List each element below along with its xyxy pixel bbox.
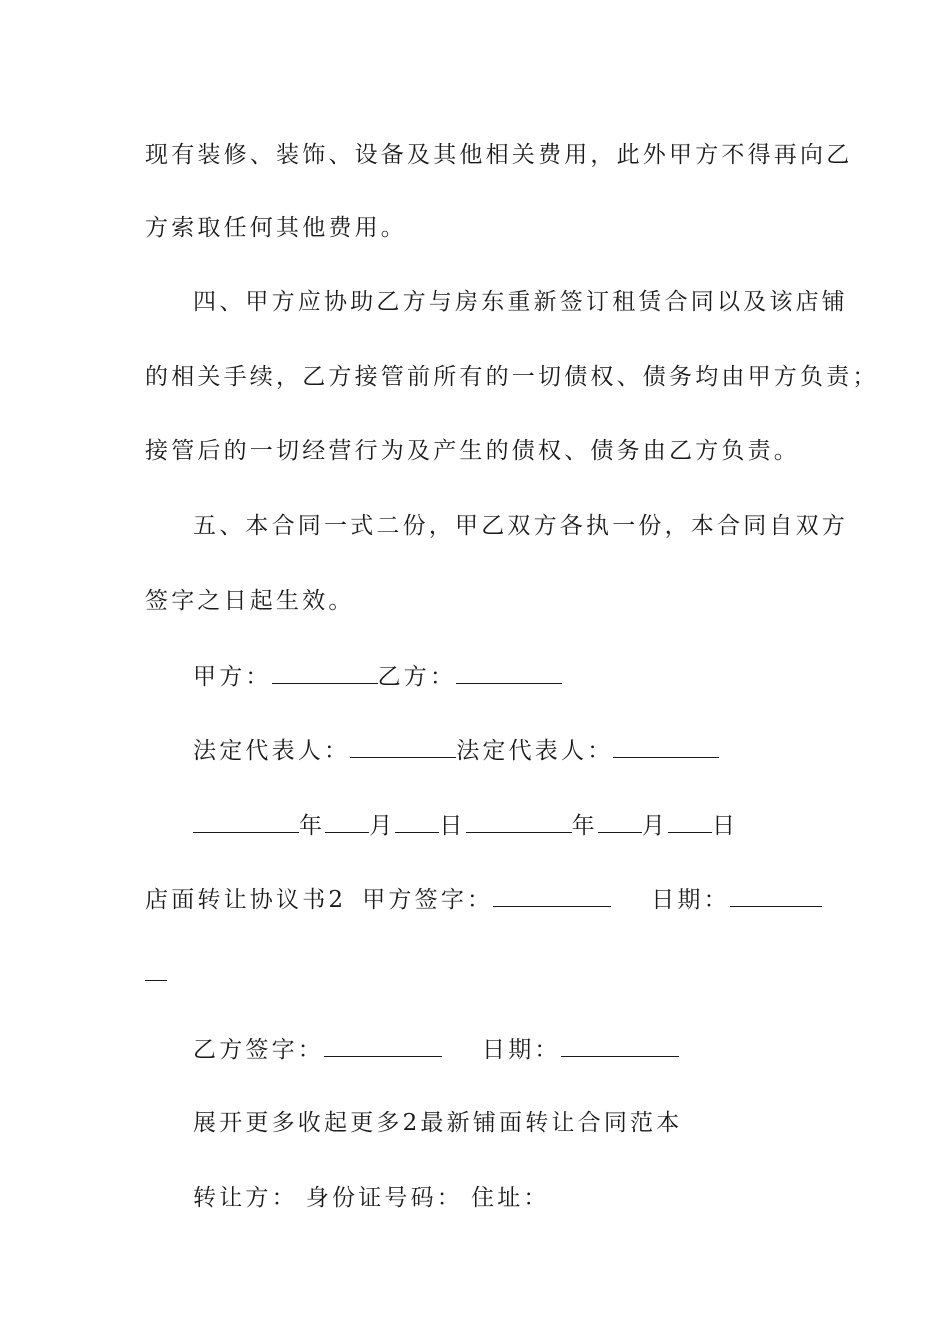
paragraph-line: 现有装修、装饰、设备及其他相关费用，此外甲方不得再向乙: [145, 142, 853, 168]
legal-rep-row: [193, 735, 719, 766]
party-b-label: 乙方：: [377, 664, 457, 690]
transferor-row: [193, 1183, 550, 1213]
legal-rep-b-label: 法定代表人：: [456, 738, 614, 764]
party-a-label: 甲方：: [193, 664, 272, 690]
year-blank: [193, 810, 299, 833]
day-label: 日: [439, 813, 466, 839]
month-blank: [325, 810, 369, 833]
expand-more-text: 展开更多收起更多2最新铺面转让合同范本: [193, 1110, 683, 1136]
paragraph-line: 五、本合同一式二份，甲乙双方各执一份，本合同自双方: [193, 513, 848, 539]
year-blank: [466, 810, 572, 833]
party-b-sign-blank: [324, 1034, 442, 1057]
day-blank: [668, 810, 712, 833]
year-label: 年: [299, 813, 326, 839]
legal-rep-a-blank: [350, 735, 456, 758]
party-signature-row: [193, 661, 562, 692]
paragraph-line: 的相关手续，乙方接管前所有的一切债权、债务均由甲方负责；: [145, 364, 879, 390]
legal-rep-a-label: 法定代表人：: [193, 738, 351, 764]
date-blank: [561, 1034, 679, 1057]
party-a-sign-label: 甲方签字：: [362, 887, 494, 913]
date-label: 日期：: [651, 887, 730, 913]
paragraph-line: 四、甲方应协助乙方与房东重新签订租赁合同以及该店铺: [193, 289, 848, 315]
paragraph-line: 接管后的一切经营行为及产生的债权、债务由乙方负责。: [145, 438, 800, 464]
section2-sign-row: [145, 884, 822, 915]
day-label: 日: [712, 813, 739, 839]
party-b-blank: [456, 661, 562, 684]
date-row: [193, 810, 738, 841]
party-b-sign-label: 乙方签字：: [193, 1037, 324, 1063]
date-blank: [730, 884, 822, 907]
id-number-label: 身份证号码：: [305, 1185, 464, 1211]
date-blank-continuation: [145, 958, 167, 989]
date-label: 日期：: [482, 1037, 561, 1063]
paragraph-line: 方索取任何其他费用。: [145, 215, 407, 241]
date-blank: [145, 958, 167, 981]
party-a-sign-blank: [493, 884, 611, 907]
month-blank: [598, 810, 642, 833]
section-title: 店面转让协议书2: [145, 887, 347, 913]
month-label: 月: [641, 813, 669, 839]
party-b-sign-row: [193, 1034, 679, 1065]
month-label: 月: [369, 813, 396, 839]
legal-rep-b-blank: [613, 735, 719, 758]
transferor-label: 转让方：: [193, 1185, 298, 1211]
address-label: 住址：: [471, 1185, 550, 1211]
paragraph-line: 签字之日起生效。: [145, 588, 355, 614]
day-blank: [395, 810, 439, 833]
party-a-blank: [272, 661, 378, 684]
year-label: 年: [571, 813, 598, 839]
